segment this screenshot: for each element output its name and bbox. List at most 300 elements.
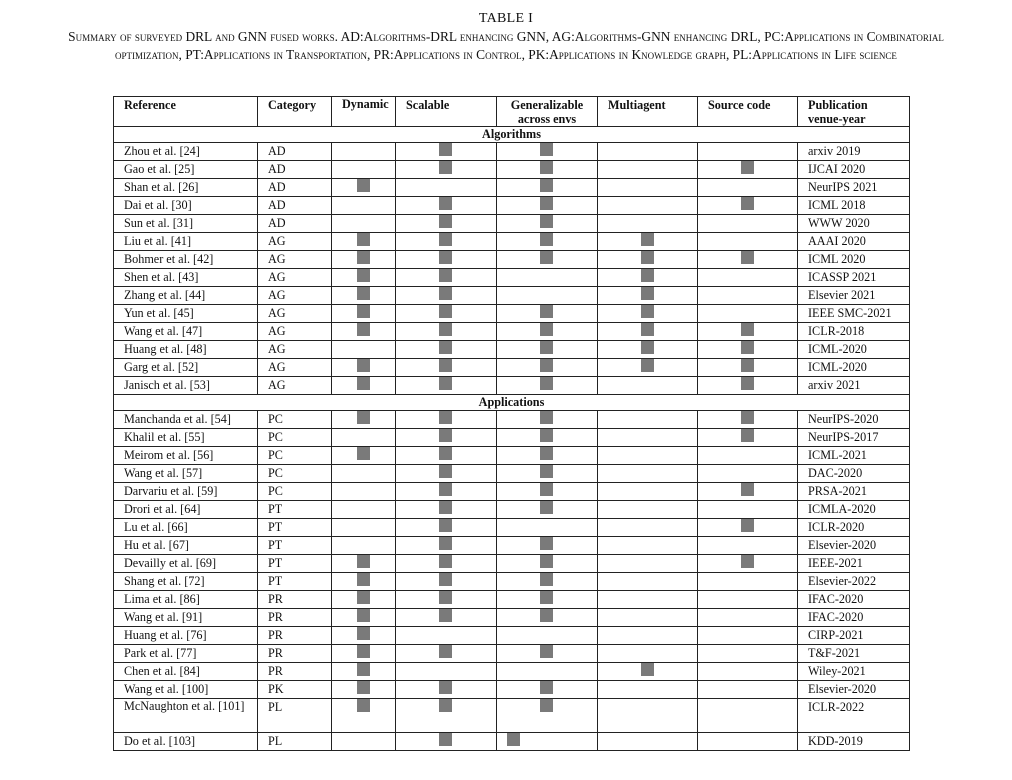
check-marker-icon [439, 429, 452, 442]
cell-category: PT [258, 519, 332, 537]
cell-scalable [396, 609, 497, 627]
table-row [114, 663, 910, 681]
cell-reference: Wang et al. [47] [114, 323, 258, 341]
check-marker-icon [357, 359, 370, 372]
cell-scalable [396, 699, 497, 733]
cell-multiagent [598, 269, 698, 287]
cell-category: AD [258, 143, 332, 161]
check-marker-icon [540, 161, 553, 174]
check-marker-icon [357, 251, 370, 264]
cell-category: PR [258, 645, 332, 663]
cell-scalable [396, 161, 497, 179]
check-marker-icon [540, 591, 553, 604]
cell-reference: Wang et al. [100] [114, 681, 258, 699]
cell-dynamic [332, 609, 396, 627]
table-row [114, 197, 910, 215]
table-row [114, 681, 910, 699]
check-marker-icon [439, 341, 452, 354]
cell-multiagent [598, 411, 698, 429]
cell-source [698, 699, 798, 733]
check-marker-icon [439, 699, 452, 712]
check-marker-icon [439, 411, 452, 424]
table-row [114, 501, 910, 519]
cell-scalable [396, 591, 497, 609]
cell-scalable [396, 733, 497, 751]
check-marker-icon [641, 269, 654, 282]
table-row [114, 323, 910, 341]
check-marker-icon [540, 341, 553, 354]
check-marker-icon [439, 519, 452, 532]
table-row [114, 591, 910, 609]
check-marker-icon [439, 537, 452, 550]
cell-venue: PRSA-2021 [798, 483, 910, 501]
check-marker-icon [439, 359, 452, 372]
cell-multiagent [598, 251, 698, 269]
check-marker-icon [540, 573, 553, 586]
cell-scalable [396, 197, 497, 215]
section-label: Algorithms [114, 127, 910, 143]
cell-source [698, 483, 798, 501]
cell-multiagent [598, 233, 698, 251]
table-row [114, 447, 910, 465]
table-row [114, 287, 910, 305]
cell-dynamic [332, 447, 396, 465]
check-marker-icon [540, 305, 553, 318]
cell-reference: Manchanda et al. [54] [114, 411, 258, 429]
table-row [114, 483, 910, 501]
cell-dynamic [332, 341, 396, 359]
cell-multiagent [598, 519, 698, 537]
table-row [114, 143, 910, 161]
check-marker-icon [357, 555, 370, 568]
cell-scalable [396, 519, 497, 537]
cell-reference: Yun et al. [45] [114, 305, 258, 323]
cell-multiagent [598, 609, 698, 627]
check-marker-icon [357, 681, 370, 694]
cell-multiagent [598, 197, 698, 215]
cell-dynamic [332, 269, 396, 287]
cell-source [698, 733, 798, 751]
cell-venue: ICML 2018 [798, 197, 910, 215]
cell-venue: CIRP-2021 [798, 627, 910, 645]
cell-dynamic [332, 573, 396, 591]
check-marker-icon [741, 429, 754, 442]
cell-category: PR [258, 663, 332, 681]
cell-venue: NeurIPS-2020 [798, 411, 910, 429]
cell-scalable [396, 645, 497, 663]
check-marker-icon [540, 537, 553, 550]
cell-venue: ICLR-2022 [798, 699, 910, 733]
cell-dynamic [332, 519, 396, 537]
cell-venue: arxiv 2021 [798, 377, 910, 395]
cell-category: PT [258, 555, 332, 573]
cell-category: AG [258, 233, 332, 251]
cell-dynamic [332, 287, 396, 305]
check-marker-icon [540, 699, 553, 712]
check-marker-icon [439, 251, 452, 264]
cell-multiagent [598, 733, 698, 751]
cell-source [698, 609, 798, 627]
cell-scalable [396, 465, 497, 483]
cell-reference: Darvariu et al. [59] [114, 483, 258, 501]
check-marker-icon [641, 663, 654, 676]
cell-source [698, 323, 798, 341]
check-marker-icon [741, 161, 754, 174]
cell-generalizable [497, 609, 598, 627]
cell-source [698, 197, 798, 215]
cell-scalable [396, 341, 497, 359]
col-header-category: Category [258, 97, 332, 127]
table-row [114, 305, 910, 323]
cell-venue: arxiv 2019 [798, 143, 910, 161]
check-marker-icon [357, 663, 370, 676]
cell-generalizable [497, 359, 598, 377]
check-marker-icon [540, 233, 553, 246]
cell-generalizable [497, 483, 598, 501]
survey-table [113, 96, 910, 751]
cell-multiagent [598, 501, 698, 519]
cell-dynamic [332, 251, 396, 269]
cell-generalizable [497, 233, 598, 251]
table-row [114, 215, 910, 233]
cell-venue: T&F-2021 [798, 645, 910, 663]
check-marker-icon [741, 251, 754, 264]
cell-generalizable [497, 341, 598, 359]
cell-venue: Wiley-2021 [798, 663, 910, 681]
cell-scalable [396, 377, 497, 395]
table-row [114, 465, 910, 483]
cell-source [698, 573, 798, 591]
cell-venue: Elsevier-2022 [798, 573, 910, 591]
cell-category: PR [258, 591, 332, 609]
table-body [114, 127, 910, 751]
cell-generalizable [497, 733, 598, 751]
check-marker-icon [439, 305, 452, 318]
check-marker-icon [357, 609, 370, 622]
cell-generalizable [497, 573, 598, 591]
cell-generalizable [497, 429, 598, 447]
cell-reference: Sun et al. [31] [114, 215, 258, 233]
cell-category: AG [258, 377, 332, 395]
col-header-generalizable: Generalizable across envs [497, 97, 598, 127]
cell-category: PR [258, 609, 332, 627]
cell-category: AD [258, 179, 332, 197]
cell-category: AG [258, 341, 332, 359]
cell-venue: ICMLA-2020 [798, 501, 910, 519]
check-marker-icon [741, 197, 754, 210]
cell-scalable [396, 573, 497, 591]
cell-multiagent [598, 573, 698, 591]
cell-reference: Shen et al. [43] [114, 269, 258, 287]
cell-generalizable [497, 179, 598, 197]
table-row [114, 609, 910, 627]
check-marker-icon [357, 699, 370, 712]
table-row [114, 269, 910, 287]
cell-scalable [396, 537, 497, 555]
cell-generalizable [497, 699, 598, 733]
cell-scalable [396, 179, 497, 197]
cell-multiagent [598, 179, 698, 197]
check-marker-icon [641, 233, 654, 246]
cell-reference: Shan et al. [26] [114, 179, 258, 197]
check-marker-icon [439, 555, 452, 568]
check-marker-icon [357, 627, 370, 640]
cell-generalizable [497, 287, 598, 305]
cell-venue: IJCAI 2020 [798, 161, 910, 179]
cell-reference: McNaughton et al. [101] [114, 699, 258, 733]
table-row [114, 161, 910, 179]
cell-multiagent [598, 377, 698, 395]
cell-source [698, 233, 798, 251]
cell-category: PT [258, 501, 332, 519]
cell-scalable [396, 501, 497, 519]
cell-multiagent [598, 465, 698, 483]
cell-reference: Liu et al. [41] [114, 233, 258, 251]
cell-venue: ICLR-2020 [798, 519, 910, 537]
cell-multiagent [598, 143, 698, 161]
cell-multiagent [598, 323, 698, 341]
cell-scalable [396, 305, 497, 323]
cell-multiagent [598, 359, 698, 377]
table-row [114, 179, 910, 197]
table-row [114, 359, 910, 377]
table-row [114, 555, 910, 573]
cell-venue: Elsevier-2020 [798, 681, 910, 699]
cell-multiagent [598, 483, 698, 501]
cell-source [698, 411, 798, 429]
cell-source [698, 591, 798, 609]
cell-generalizable [497, 681, 598, 699]
cell-category: PC [258, 447, 332, 465]
check-marker-icon [741, 377, 754, 390]
cell-generalizable [497, 663, 598, 681]
cell-source [698, 143, 798, 161]
cell-generalizable [497, 269, 598, 287]
check-marker-icon [357, 305, 370, 318]
cell-dynamic [332, 377, 396, 395]
cell-venue: Elsevier 2021 [798, 287, 910, 305]
cell-category: PC [258, 411, 332, 429]
cell-category: AD [258, 215, 332, 233]
check-marker-icon [439, 287, 452, 300]
check-marker-icon [540, 465, 553, 478]
cell-category: PL [258, 733, 332, 751]
cell-venue: IFAC-2020 [798, 591, 910, 609]
cell-venue: ICML-2021 [798, 447, 910, 465]
cell-reference: Huang et al. [48] [114, 341, 258, 359]
cell-generalizable [497, 161, 598, 179]
check-marker-icon [507, 733, 520, 746]
cell-dynamic [332, 591, 396, 609]
cell-generalizable [497, 323, 598, 341]
cell-source [698, 269, 798, 287]
check-marker-icon [439, 501, 452, 514]
cell-dynamic [332, 305, 396, 323]
cell-generalizable [497, 197, 598, 215]
check-marker-icon [641, 323, 654, 336]
cell-dynamic [332, 359, 396, 377]
col-header-multiagent: Multiagent [598, 97, 698, 127]
cell-scalable [396, 251, 497, 269]
cell-scalable [396, 429, 497, 447]
check-marker-icon [540, 197, 553, 210]
cell-scalable [396, 323, 497, 341]
check-marker-icon [439, 609, 452, 622]
cell-reference: Wang et al. [57] [114, 465, 258, 483]
cell-multiagent [598, 645, 698, 663]
cell-venue: ICML 2020 [798, 251, 910, 269]
cell-venue: ICML-2020 [798, 359, 910, 377]
cell-category: PC [258, 429, 332, 447]
table-row [114, 411, 910, 429]
check-marker-icon [540, 681, 553, 694]
cell-dynamic [332, 681, 396, 699]
cell-generalizable [497, 447, 598, 465]
cell-dynamic [332, 663, 396, 681]
cell-reference: Dai et al. [30] [114, 197, 258, 215]
check-marker-icon [540, 447, 553, 460]
cell-generalizable [497, 377, 598, 395]
cell-dynamic [332, 537, 396, 555]
check-marker-icon [540, 645, 553, 658]
cell-reference: Chen et al. [84] [114, 663, 258, 681]
check-marker-icon [540, 609, 553, 622]
cell-generalizable [497, 555, 598, 573]
check-marker-icon [357, 573, 370, 586]
cell-venue: WWW 2020 [798, 215, 910, 233]
check-marker-icon [357, 411, 370, 424]
cell-generalizable [497, 143, 598, 161]
table-row [114, 537, 910, 555]
cell-scalable [396, 627, 497, 645]
table-row [114, 251, 910, 269]
check-marker-icon [741, 555, 754, 568]
cell-generalizable [497, 591, 598, 609]
cell-dynamic [332, 483, 396, 501]
cell-dynamic [332, 699, 396, 733]
cell-venue: NeurIPS 2021 [798, 179, 910, 197]
check-marker-icon [741, 483, 754, 496]
check-marker-icon [439, 215, 452, 228]
cell-generalizable [497, 627, 598, 645]
cell-category: AG [258, 287, 332, 305]
table-row [114, 377, 910, 395]
check-marker-icon [741, 519, 754, 532]
table-row [114, 699, 910, 733]
cell-reference: Hu et al. [67] [114, 537, 258, 555]
check-marker-icon [439, 573, 452, 586]
check-marker-icon [357, 591, 370, 604]
cell-source [698, 179, 798, 197]
cell-reference: Shang et al. [72] [114, 573, 258, 591]
cell-reference: Zhou et al. [24] [114, 143, 258, 161]
cell-category: PT [258, 537, 332, 555]
check-marker-icon [641, 359, 654, 372]
check-marker-icon [641, 341, 654, 354]
cell-reference: Lu et al. [66] [114, 519, 258, 537]
cell-scalable [396, 483, 497, 501]
cell-multiagent [598, 161, 698, 179]
check-marker-icon [641, 305, 654, 318]
cell-source [698, 681, 798, 699]
check-marker-icon [439, 483, 452, 496]
cell-dynamic [332, 501, 396, 519]
cell-venue: AAAI 2020 [798, 233, 910, 251]
table-row [114, 627, 910, 645]
check-marker-icon [540, 323, 553, 336]
cell-multiagent [598, 215, 698, 233]
cell-generalizable [497, 465, 598, 483]
cell-generalizable [497, 411, 598, 429]
cell-venue: KDD-2019 [798, 733, 910, 751]
cell-generalizable [497, 519, 598, 537]
cell-multiagent [598, 627, 698, 645]
cell-scalable [396, 555, 497, 573]
col-header-scalable: Scalable [396, 97, 497, 127]
cell-scalable [396, 359, 497, 377]
cell-dynamic [332, 733, 396, 751]
cell-generalizable [497, 501, 598, 519]
cell-reference: Garg et al. [52] [114, 359, 258, 377]
check-marker-icon [540, 555, 553, 568]
cell-category: AD [258, 161, 332, 179]
cell-multiagent [598, 681, 698, 699]
cell-category: AG [258, 269, 332, 287]
check-marker-icon [439, 197, 452, 210]
check-marker-icon [357, 179, 370, 192]
cell-source [698, 341, 798, 359]
cell-source [698, 429, 798, 447]
table-row [114, 573, 910, 591]
check-marker-icon [540, 251, 553, 264]
check-marker-icon [641, 251, 654, 264]
cell-category: PR [258, 627, 332, 645]
check-marker-icon [540, 483, 553, 496]
cell-multiagent [598, 537, 698, 555]
cell-category: AD [258, 197, 332, 215]
cell-generalizable [497, 305, 598, 323]
col-header-publication: Publication venue-year [798, 97, 910, 127]
check-marker-icon [741, 411, 754, 424]
cell-source [698, 251, 798, 269]
cell-reference: Gao et al. [25] [114, 161, 258, 179]
cell-source [698, 377, 798, 395]
check-marker-icon [540, 179, 553, 192]
cell-venue: IFAC-2020 [798, 609, 910, 627]
cell-category: PK [258, 681, 332, 699]
check-marker-icon [641, 287, 654, 300]
cell-reference: Park et al. [77] [114, 645, 258, 663]
cell-scalable [396, 143, 497, 161]
header-row [114, 97, 910, 127]
cell-venue: ICASSP 2021 [798, 269, 910, 287]
check-marker-icon [439, 377, 452, 390]
cell-dynamic [332, 233, 396, 251]
section-row-algorithms [114, 127, 910, 143]
cell-dynamic [332, 143, 396, 161]
cell-category: PC [258, 483, 332, 501]
cell-venue: IEEE SMC-2021 [798, 305, 910, 323]
cell-source [698, 519, 798, 537]
check-marker-icon [439, 591, 452, 604]
check-marker-icon [540, 501, 553, 514]
section-label: Applications [114, 395, 910, 411]
cell-venue: ICML-2020 [798, 341, 910, 359]
cell-category: PL [258, 699, 332, 733]
cell-multiagent [598, 429, 698, 447]
check-marker-icon [439, 733, 452, 746]
cell-category: AG [258, 359, 332, 377]
